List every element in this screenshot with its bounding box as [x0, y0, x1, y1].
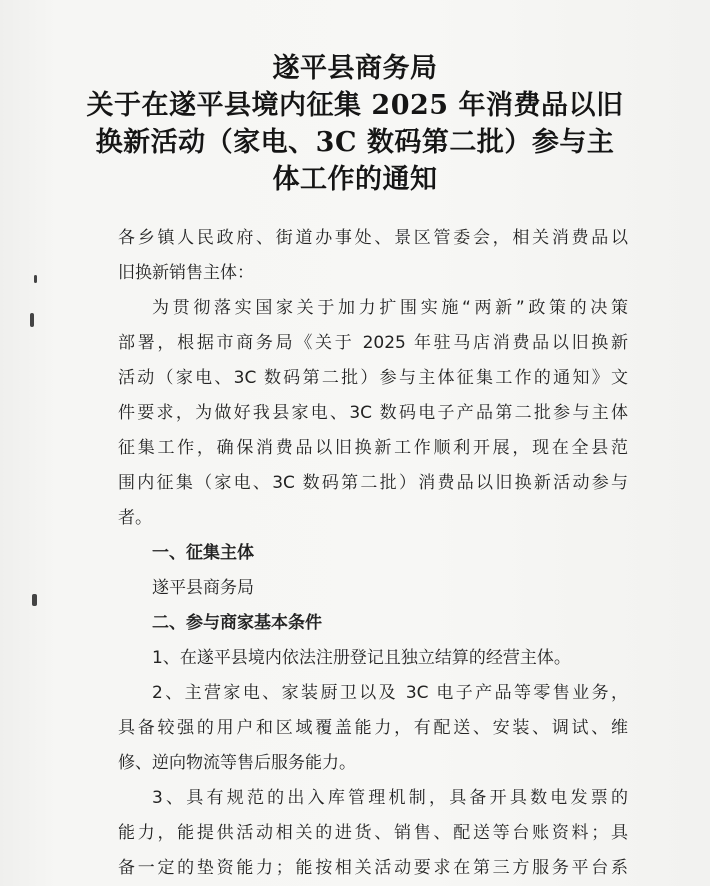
issuer-title: 遂平县商务局: [272, 53, 438, 84]
intro-line-7: 者。: [118, 508, 152, 528]
condition-item-2-line-2: 具备较强的用户和区域覆盖能力，有配送、安装、调试、维: [118, 718, 628, 738]
addressee-line-1: 各乡镇人民政府、街道办事处、景区管委会，相关消费品以: [118, 228, 628, 248]
intro-line-1: 为贯彻落实国家关于加力扩围实施“两新”政策的决策: [152, 298, 628, 318]
intro-line-4: 件要求，为做好我县家电、3C 数码电子产品第二批参与主体: [118, 403, 628, 423]
condition-item-3-line-3: 备一定的垫资能力；能按相关活动要求在第三方服务平台系: [118, 858, 628, 878]
condition-item-1: 1、在遂平县境内依法注册登记且独立结算的经营主体。: [152, 648, 571, 668]
condition-item-2-line-1: 2、主营家电、家装厨卫以及 3C 电子产品等零售业务，: [152, 683, 628, 703]
title-line-2: 关于在遂平县境内征集 2025 年消费品以旧: [86, 90, 624, 121]
condition-item-3-line-1: 3、具有规范的出入库管理机制，具备开具数电发票的: [152, 788, 628, 808]
addressee-line-2: 旧换新销售主体：: [118, 263, 254, 283]
title-line-4: 体工作的通知: [272, 164, 438, 195]
intro-line-6: 围内征集（家电、3C 数码第二批）消费品以旧换新活动参与: [118, 473, 628, 493]
document-title: [0, 50, 710, 198]
binder-hole-mark: [34, 275, 37, 283]
section-2-heading: 二、参与商家基本条件: [152, 613, 322, 633]
section-1-heading: 一、征集主体: [152, 543, 254, 563]
title-line-3: 换新活动（家电、3C 数码第二批）参与主: [95, 127, 615, 158]
condition-item-2-line-3: 修、逆向物流等售后服务能力。: [118, 753, 356, 773]
intro-line-5: 征集工作，确保消费品以旧换新工作顺利开展，现在全县范: [118, 438, 628, 458]
binder-hole-mark: [32, 594, 37, 606]
intro-line-2: 部署，根据市商务局《关于 2025 年驻马店消费品以旧换新: [118, 333, 628, 353]
section-1-content: 遂平县商务局: [152, 578, 254, 598]
document-body: [118, 221, 628, 886]
condition-item-3-line-2: 能力，能提供活动相关的进货、销售、配送等台账资料；具: [118, 823, 628, 843]
intro-line-3: 活动（家电、3C 数码第二批）参与主体征集工作的通知》文: [118, 368, 628, 388]
binder-hole-mark: [30, 313, 34, 327]
